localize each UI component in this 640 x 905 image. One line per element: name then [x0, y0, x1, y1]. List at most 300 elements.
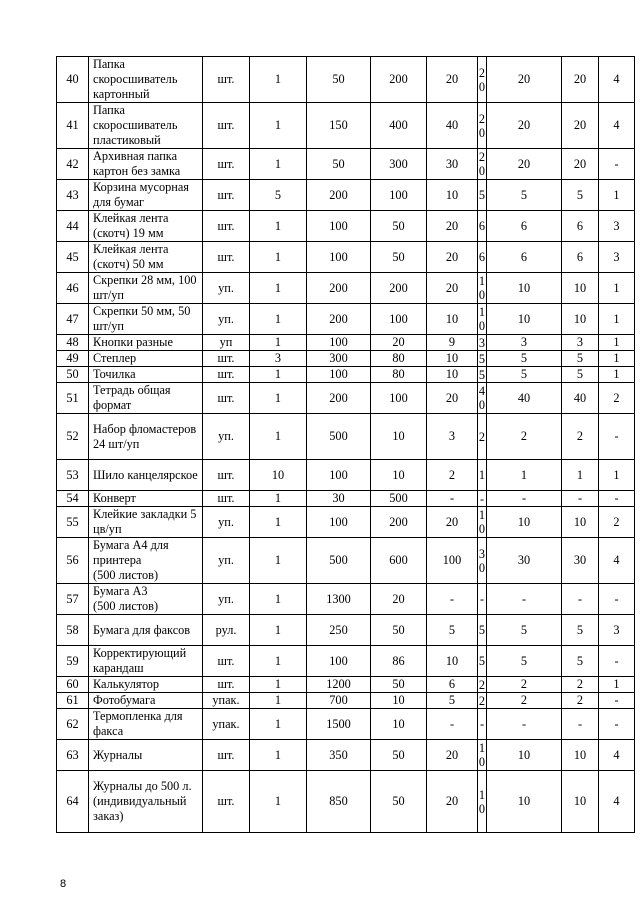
- cell-n: 63: [57, 740, 89, 771]
- cell-name: Журналы: [89, 740, 203, 771]
- cell-c8: 1: [599, 367, 635, 383]
- cell-c2: 100: [307, 242, 371, 273]
- cell-c6: 1: [487, 460, 562, 491]
- cell-unit: уп.: [203, 414, 250, 460]
- cell-n: 61: [57, 693, 89, 709]
- cell-c7: 10: [562, 740, 599, 771]
- cell-c4: 20: [427, 740, 478, 771]
- cell-c7: 2: [562, 414, 599, 460]
- cell-c5: 1 0: [478, 305, 486, 333]
- cell-c7: 30: [562, 538, 599, 584]
- cell-c3: 400: [371, 103, 427, 149]
- cell-c7: 40: [562, 383, 599, 414]
- cell-c7: 20: [562, 57, 599, 103]
- cell-c7: 3: [562, 335, 599, 351]
- table-row: [57, 383, 635, 414]
- table-row: [57, 149, 635, 180]
- cell-c7: 2: [562, 677, 599, 693]
- cell-unit: уп.: [203, 273, 250, 304]
- cell-n: 55: [57, 507, 89, 538]
- table-row: [57, 771, 635, 833]
- cell-c8: 1: [599, 180, 635, 211]
- cell-c5: 2 0: [478, 57, 487, 103]
- cell-c2: 100: [307, 211, 371, 242]
- cell-c8: 4: [599, 538, 635, 584]
- cell-c3: 10: [371, 460, 427, 491]
- cell-n: 44: [57, 211, 89, 242]
- cell-c5: 2 0: [478, 103, 487, 149]
- cell-name: Архивная папка картон без замка: [89, 149, 203, 180]
- cell-c8: 1: [599, 304, 635, 335]
- cell-c1: 1: [250, 615, 307, 646]
- cell-c8: 2: [599, 507, 635, 538]
- cell-c1: 3: [250, 351, 307, 367]
- cell-c6: 40: [487, 383, 562, 414]
- cell-c6: 10: [487, 273, 562, 304]
- cell-c6: 10: [487, 304, 562, 335]
- cell-c3: 100: [371, 304, 427, 335]
- table-row: [57, 211, 635, 242]
- cell-c5: 1 0: [478, 274, 486, 302]
- cell-c2: 200: [307, 383, 371, 414]
- cell-c2: 100: [307, 646, 371, 677]
- cell-c8: -: [599, 646, 635, 677]
- cell-c4: 30: [427, 149, 478, 180]
- cell-n: 43: [57, 180, 89, 211]
- cell-c8: -: [599, 149, 635, 180]
- cell-c6: 2: [487, 693, 562, 709]
- cell-c6: -: [487, 584, 562, 615]
- cell-c8: -: [599, 491, 635, 507]
- cell-c3: 300: [371, 149, 427, 180]
- cell-c4: 20: [427, 242, 478, 273]
- cell-c3: 200: [371, 507, 427, 538]
- cell-n: 62: [57, 709, 89, 740]
- cell-name: Степлер: [89, 351, 203, 367]
- cell-c8: 1: [599, 351, 635, 367]
- cell-c8: 3: [599, 242, 635, 273]
- cell-c1: 1: [250, 383, 307, 414]
- cell-n: 53: [57, 460, 89, 491]
- cell-c5: 5: [478, 351, 486, 366]
- cell-c7: 10: [562, 304, 599, 335]
- cell-c3: 10: [371, 709, 427, 740]
- table-row: [57, 507, 635, 538]
- cell-c3: 20: [371, 584, 427, 615]
- cell-c4: -: [427, 709, 478, 740]
- table-row: [57, 615, 635, 646]
- cell-c2: 350: [307, 740, 371, 771]
- cell-c8: -: [599, 414, 635, 460]
- cell-c4: 5: [427, 693, 478, 709]
- cell-c3: 10: [371, 414, 427, 460]
- cell-c1: 1: [250, 507, 307, 538]
- cell-name: Клейкие закладки 5 цв/уп: [89, 507, 203, 538]
- cell-c8: 3: [599, 211, 635, 242]
- cell-c2: 850: [307, 771, 371, 833]
- cell-unit: шт.: [203, 180, 250, 211]
- cell-c5: 6: [478, 242, 487, 273]
- cell-c7: 20: [562, 103, 599, 149]
- cell-unit: уп.: [203, 507, 250, 538]
- table-row: [57, 491, 635, 507]
- cell-c7: -: [562, 709, 599, 740]
- cell-n: 57: [57, 584, 89, 615]
- table-row: [57, 460, 635, 491]
- cell-name: Шило канцелярское: [89, 460, 203, 491]
- cell-c7: 6: [562, 242, 599, 273]
- cell-c5: 1: [478, 460, 487, 491]
- cell-n: 60: [57, 677, 89, 693]
- cell-c8: -: [599, 584, 635, 615]
- table-row: [57, 677, 635, 693]
- cell-c3: 86: [371, 646, 427, 677]
- cell-c2: 200: [307, 273, 371, 304]
- table-row: [57, 180, 635, 211]
- cell-c4: 6: [427, 677, 478, 693]
- cell-c5: 6: [478, 211, 487, 242]
- inventory-table: [56, 56, 635, 833]
- cell-c4: 5: [427, 615, 478, 646]
- page-number: 8: [60, 878, 67, 890]
- cell-c4: 9: [427, 335, 478, 351]
- cell-unit: уп.: [203, 538, 250, 584]
- cell-c5: -: [478, 709, 487, 740]
- cell-unit: шт.: [203, 646, 250, 677]
- cell-unit: уп.: [203, 304, 250, 335]
- cell-c7: 5: [562, 180, 599, 211]
- cell-c1: 10: [250, 460, 307, 491]
- table-row: [57, 57, 635, 103]
- table-row: [57, 709, 635, 740]
- cell-n: 54: [57, 491, 89, 507]
- cell-c7: 20: [562, 149, 599, 180]
- cell-name: Корректирующий карандаш: [89, 646, 203, 677]
- cell-c8: 4: [599, 57, 635, 103]
- cell-c4: 10: [427, 646, 478, 677]
- cell-c8: -: [599, 709, 635, 740]
- cell-c5: 2: [478, 414, 487, 460]
- cell-c3: 200: [371, 273, 427, 304]
- cell-c5: -: [478, 584, 487, 615]
- cell-c6: 10: [487, 507, 562, 538]
- cell-c6: 5: [487, 180, 562, 211]
- cell-c2: 200: [307, 304, 371, 335]
- cell-c8: 1: [599, 273, 635, 304]
- cell-c2: 50: [307, 149, 371, 180]
- cell-name: Папка скоросшиватель картонный: [89, 57, 203, 103]
- table-row: [57, 103, 635, 149]
- cell-c3: 100: [371, 180, 427, 211]
- cell-c6: 6: [487, 211, 562, 242]
- cell-c1: 1: [250, 414, 307, 460]
- cell-c1: 1: [250, 646, 307, 677]
- cell-c3: 10: [371, 693, 427, 709]
- cell-name: Калькулятор: [89, 677, 203, 693]
- cell-name: Бумага А4 для принтера (500 листов): [89, 538, 203, 584]
- cell-unit: уп: [203, 335, 250, 351]
- cell-n: 41: [57, 103, 89, 149]
- cell-c1: 1: [250, 304, 307, 335]
- cell-c7: 5: [562, 351, 599, 367]
- cell-name: Кнопки разные: [89, 335, 203, 351]
- cell-c6: 2: [487, 677, 562, 693]
- cell-name: Фотобумага: [89, 693, 203, 709]
- cell-c8: 4: [599, 771, 635, 833]
- cell-c6: 5: [487, 646, 562, 677]
- table-row: [57, 414, 635, 460]
- cell-name: Папка скоросшиватель пластиковый: [89, 103, 203, 149]
- cell-c4: 20: [427, 273, 478, 304]
- cell-c1: 1: [250, 149, 307, 180]
- cell-unit: шт.: [203, 211, 250, 242]
- cell-c3: 50: [371, 740, 427, 771]
- cell-c2: 30: [307, 491, 371, 507]
- table-row: [57, 740, 635, 771]
- cell-unit: шт.: [203, 677, 250, 693]
- cell-c2: 250: [307, 615, 371, 646]
- table-body: [57, 57, 635, 833]
- cell-unit: шт.: [203, 242, 250, 273]
- cell-c1: 1: [250, 211, 307, 242]
- cell-n: 49: [57, 351, 89, 367]
- cell-c1: 1: [250, 57, 307, 103]
- table-row: [57, 335, 635, 351]
- cell-c1: 1: [250, 367, 307, 383]
- cell-c7: 5: [562, 646, 599, 677]
- cell-c1: 1: [250, 709, 307, 740]
- cell-name: Термопленка для факса: [89, 709, 203, 740]
- cell-c4: 10: [427, 304, 478, 335]
- table-row: [57, 242, 635, 273]
- cell-c1: 1: [250, 242, 307, 273]
- cell-c5: 5: [478, 367, 486, 382]
- cell-unit: шт.: [203, 491, 250, 507]
- cell-unit: шт.: [203, 771, 250, 833]
- cell-c3: 100: [371, 383, 427, 414]
- cell-n: 51: [57, 383, 89, 414]
- cell-c4: 10: [427, 367, 478, 383]
- cell-c5: 2: [478, 693, 486, 708]
- cell-unit: уп.: [203, 584, 250, 615]
- table-row: [57, 304, 635, 335]
- cell-c4: 20: [427, 57, 478, 103]
- cell-c5: -: [478, 491, 487, 507]
- cell-c5: 3 0: [478, 538, 487, 584]
- cell-unit: упак.: [203, 709, 250, 740]
- cell-c8: 1: [599, 335, 635, 351]
- cell-c2: 1500: [307, 709, 371, 740]
- cell-unit: шт.: [203, 57, 250, 103]
- cell-c4: 40: [427, 103, 478, 149]
- cell-n: 58: [57, 615, 89, 646]
- cell-n: 56: [57, 538, 89, 584]
- table-row: [57, 646, 635, 677]
- cell-c6: 5: [487, 615, 562, 646]
- cell-c2: 1300: [307, 584, 371, 615]
- cell-name: Клейкая лента (скотч) 19 мм: [89, 211, 203, 242]
- table-row: [57, 693, 635, 709]
- cell-n: 64: [57, 771, 89, 833]
- cell-c7: 6: [562, 211, 599, 242]
- cell-n: 45: [57, 242, 89, 273]
- cell-c2: 100: [307, 460, 371, 491]
- cell-c6: 5: [487, 351, 562, 367]
- cell-c2: 200: [307, 180, 371, 211]
- cell-c3: 200: [371, 57, 427, 103]
- cell-c2: 100: [307, 507, 371, 538]
- table-row: [57, 538, 635, 584]
- cell-n: 47: [57, 304, 89, 335]
- cell-c6: 20: [487, 149, 562, 180]
- cell-c3: 50: [371, 211, 427, 242]
- cell-c2: 500: [307, 538, 371, 584]
- table-row: [57, 273, 635, 304]
- cell-c2: 100: [307, 367, 371, 383]
- cell-c7: 2: [562, 693, 599, 709]
- cell-unit: шт.: [203, 383, 250, 414]
- cell-unit: шт.: [203, 460, 250, 491]
- cell-c1: 1: [250, 771, 307, 833]
- cell-c6: 3: [487, 335, 562, 351]
- cell-c3: 50: [371, 242, 427, 273]
- cell-c5: 1 0: [478, 508, 486, 536]
- cell-c5: 5: [478, 646, 487, 677]
- cell-c4: 10: [427, 351, 478, 367]
- cell-c6: 30: [487, 538, 562, 584]
- cell-c1: 1: [250, 335, 307, 351]
- cell-c2: 50: [307, 57, 371, 103]
- cell-c3: 80: [371, 367, 427, 383]
- cell-name: Бумага А3 (500 листов): [89, 584, 203, 615]
- cell-name: Конверт: [89, 491, 203, 507]
- cell-c8: 1: [599, 460, 635, 491]
- cell-c3: 50: [371, 677, 427, 693]
- cell-unit: шт.: [203, 351, 250, 367]
- cell-c5: 2 0: [478, 150, 486, 178]
- cell-c5: 1 0: [478, 741, 486, 769]
- cell-c8: 4: [599, 740, 635, 771]
- cell-c2: 300: [307, 351, 371, 367]
- cell-c5: 3: [478, 335, 486, 350]
- cell-c5: 5: [478, 180, 487, 211]
- cell-c7: -: [562, 584, 599, 615]
- cell-c6: 5: [487, 367, 562, 383]
- cell-c1: 1: [250, 677, 307, 693]
- table-row: [57, 584, 635, 615]
- table-row: [57, 351, 635, 367]
- table-row: [57, 367, 635, 383]
- cell-c3: 20: [371, 335, 427, 351]
- cell-c6: 10: [487, 740, 562, 771]
- cell-c8: 3: [599, 615, 635, 646]
- cell-name: Тетрадь общая формат: [89, 383, 203, 414]
- cell-unit: шт.: [203, 367, 250, 383]
- cell-c8: -: [599, 693, 635, 709]
- cell-c3: 80: [371, 351, 427, 367]
- cell-c5: 2: [478, 677, 486, 692]
- cell-c1: 5: [250, 180, 307, 211]
- cell-n: 59: [57, 646, 89, 677]
- cell-n: 46: [57, 273, 89, 304]
- cell-c1: 1: [250, 538, 307, 584]
- cell-c7: 5: [562, 615, 599, 646]
- cell-c1: 1: [250, 693, 307, 709]
- cell-name: Клейкая лента (скотч) 50 мм: [89, 242, 203, 273]
- cell-c7: 10: [562, 273, 599, 304]
- cell-c6: -: [487, 491, 562, 507]
- cell-c4: 2: [427, 460, 478, 491]
- cell-c5: 5: [478, 615, 487, 646]
- cell-unit: упак.: [203, 693, 250, 709]
- cell-c4: 20: [427, 771, 478, 833]
- cell-unit: шт.: [203, 103, 250, 149]
- cell-c7: 10: [562, 771, 599, 833]
- cell-c2: 1200: [307, 677, 371, 693]
- cell-c6: 10: [487, 771, 562, 833]
- cell-c6: 2: [487, 414, 562, 460]
- cell-name: Набор фломастеров 24 шт/уп: [89, 414, 203, 460]
- cell-n: 50: [57, 367, 89, 383]
- cell-c2: 700: [307, 693, 371, 709]
- cell-unit: шт.: [203, 740, 250, 771]
- cell-c1: 1: [250, 273, 307, 304]
- cell-n: 42: [57, 149, 89, 180]
- cell-c1: 1: [250, 103, 307, 149]
- cell-unit: рул.: [203, 615, 250, 646]
- cell-c8: 2: [599, 383, 635, 414]
- cell-c6: 6: [487, 242, 562, 273]
- cell-c2: 100: [307, 335, 371, 351]
- cell-c2: 150: [307, 103, 371, 149]
- cell-c6: 20: [487, 57, 562, 103]
- cell-c3: 50: [371, 771, 427, 833]
- cell-unit: шт.: [203, 149, 250, 180]
- cell-c4: 20: [427, 507, 478, 538]
- cell-c4: 3: [427, 414, 478, 460]
- cell-n: 48: [57, 335, 89, 351]
- cell-c5: 4 0: [478, 384, 486, 412]
- cell-c4: 20: [427, 383, 478, 414]
- cell-name: Корзина мусорная для бумаг: [89, 180, 203, 211]
- cell-name: Скрепки 28 мм, 100 шт/уп: [89, 273, 203, 304]
- cell-n: 40: [57, 57, 89, 103]
- cell-c7: -: [562, 491, 599, 507]
- cell-name: Бумага для факсов: [89, 615, 203, 646]
- cell-c3: 500: [371, 491, 427, 507]
- cell-c4: 10: [427, 180, 478, 211]
- cell-c6: -: [487, 709, 562, 740]
- cell-c3: 50: [371, 615, 427, 646]
- cell-c5: 1 0: [478, 771, 487, 833]
- cell-c6: 20: [487, 103, 562, 149]
- cell-c1: 1: [250, 584, 307, 615]
- cell-c1: 1: [250, 740, 307, 771]
- cell-c4: 100: [427, 538, 478, 584]
- cell-c7: 5: [562, 367, 599, 383]
- cell-name: Точилка: [89, 367, 203, 383]
- cell-c1: 1: [250, 491, 307, 507]
- cell-name: Скрепки 50 мм, 50 шт/уп: [89, 304, 203, 335]
- cell-c4: -: [427, 491, 478, 507]
- cell-c4: -: [427, 584, 478, 615]
- cell-c7: 1: [562, 460, 599, 491]
- cell-c2: 500: [307, 414, 371, 460]
- cell-c4: 20: [427, 211, 478, 242]
- cell-c3: 600: [371, 538, 427, 584]
- cell-c8: 4: [599, 103, 635, 149]
- cell-n: 52: [57, 414, 89, 460]
